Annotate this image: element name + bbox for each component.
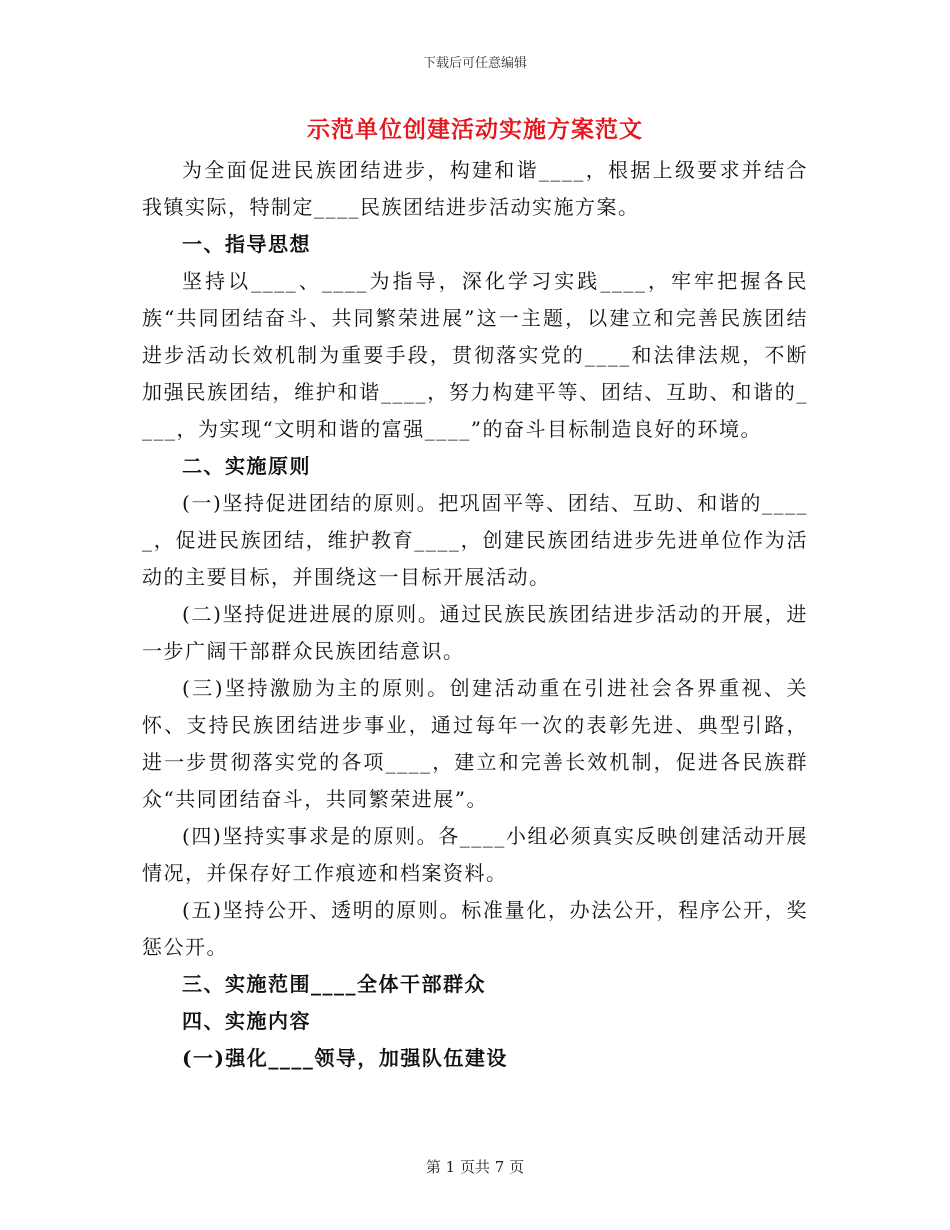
section-heading-principles: 二、实施原则: [182, 454, 311, 478]
intro-paragraph: 为全面促进民族团结进步，构建和谐____，根据上级要求并结合我镇实际，特制定____民族团结进步活动实施方案。: [142, 158, 808, 219]
paragraph: (三)坚持激励为主的原则。创建活动重在引进社会各界重视、关怀、支持民族团结进步事业，通过每年一次的表彰先进、典型引路，进一步贯彻落实党的各项____，建立和完善长效机制，促进各民族群众“共同团结奋斗，共同繁荣进展”。: [142, 676, 808, 811]
paragraph: (二)坚持促进进展的原则。通过民族民族团结进步活动的开展，进一步广阔干部群众民族团结意识。: [142, 602, 808, 663]
paragraph: (四)坚持实事求是的原则。各____小组必须真实反映创建活动开展情况，并保存好工作痕迹和档案资料。: [142, 824, 808, 885]
paragraph: (五)坚持公开、透明的原则。标准量化，办法公开，程序公开，奖惩公开。: [142, 898, 808, 959]
section-heading-scope: 三、实施范围____全体干部群众: [182, 972, 486, 996]
section-heading-guiding-ideology: 一、指导思想: [182, 232, 311, 256]
section-heading-content: 四、实施内容: [182, 1009, 311, 1033]
document-title: 示范单位创建活动实施方案范文: [307, 116, 643, 143]
page-footer: 第 1 页共 7 页: [425, 1158, 525, 1176]
header-note: 下载后可任意编辑: [422, 56, 527, 71]
subheading-leadership: (一)强化____领导，加强队伍建设: [182, 1046, 508, 1070]
paragraph: (一)坚持促进团结的原则。把巩固平等、团结、互助、和谐的_____，促进民族团结，维护教育____，创建民族团结进步先进单位作为活动的主要目标，并围绕这一目标开展活动。: [142, 491, 808, 589]
document-body: [142, 110, 808, 1077]
paragraph: 坚持以____、____为指导，深化学习实践____，牢牢把握各民族“共同团结奋斗、共同繁荣进展”这一主题，以建立和完善民族团结进步活动长效机制为重要手段，贯彻落实党的____和法律法规，不断加强民族团结，维护和谐____，努力构建平等、团结、互助、和谐的____，为实现“文明和谐的富强____”的奋斗目标制造良好的环境。: [142, 269, 808, 441]
